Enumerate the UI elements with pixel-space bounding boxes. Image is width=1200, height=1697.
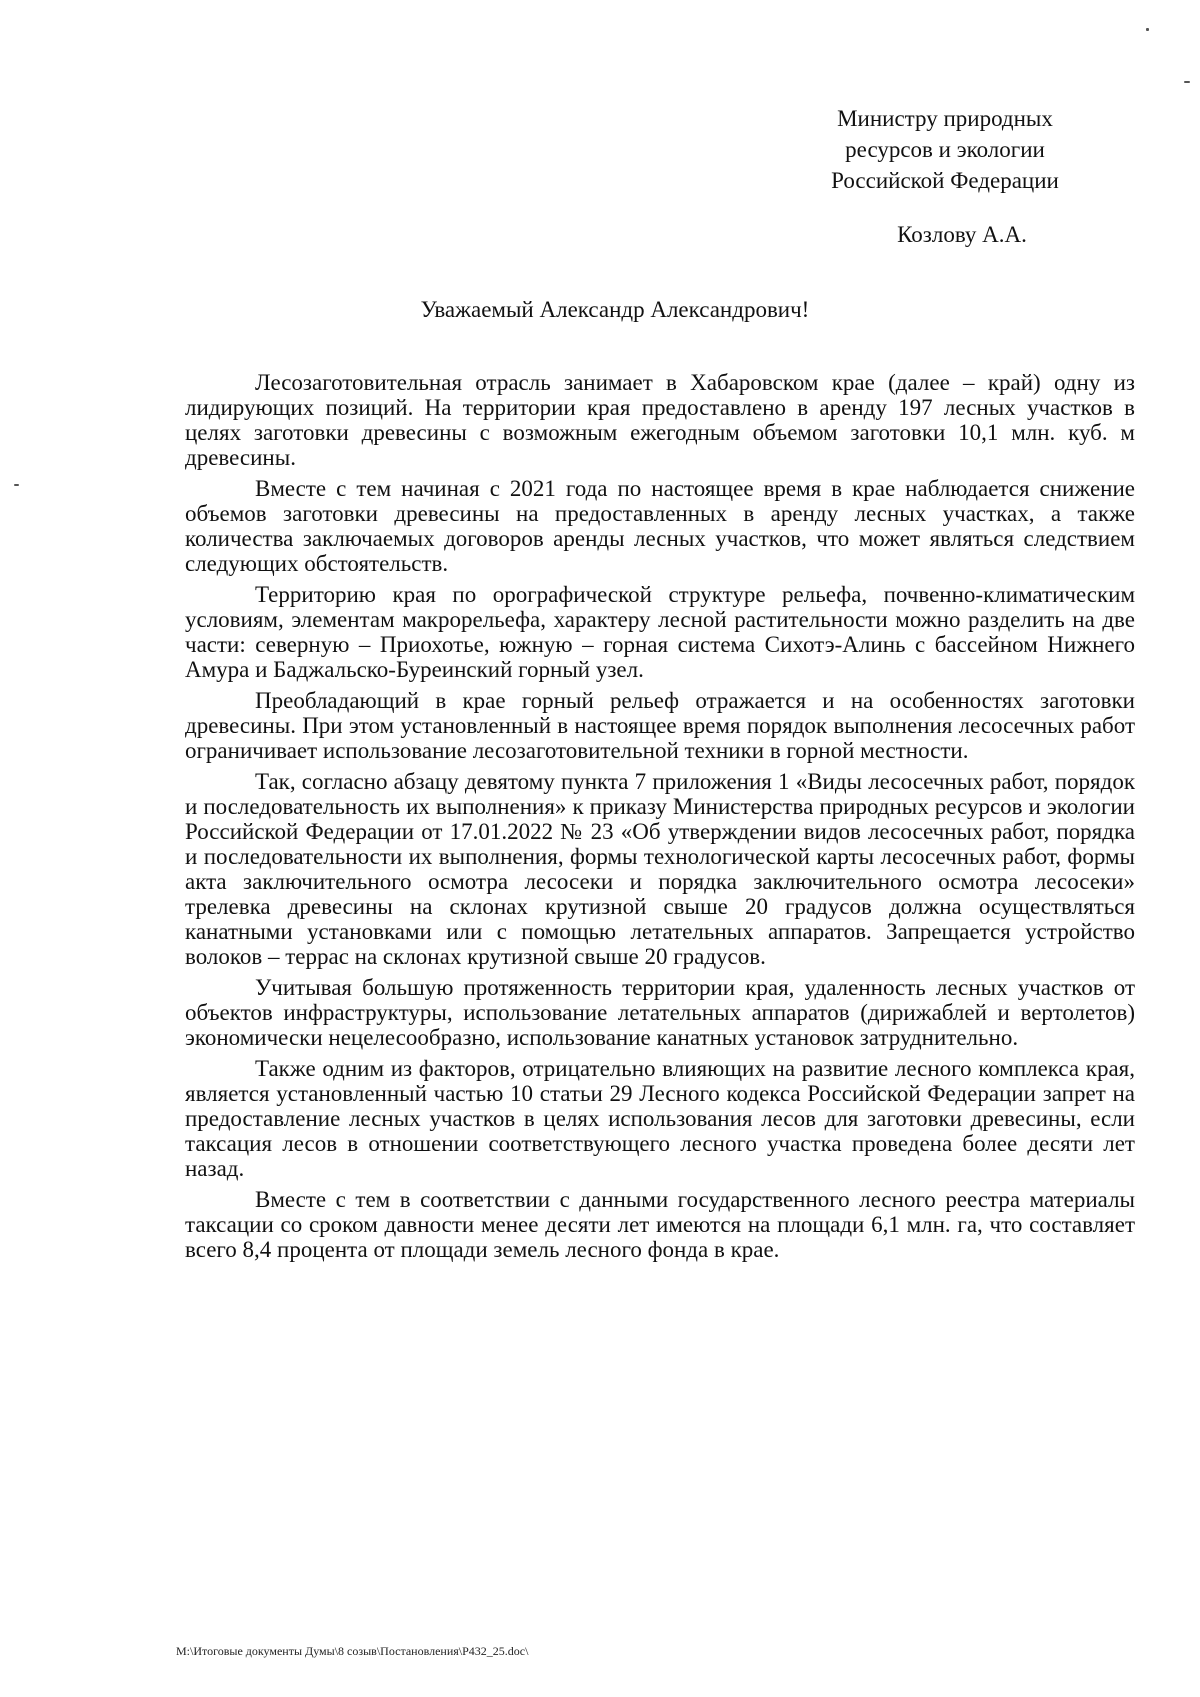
addressee-line: ресурсов и экологии: [845, 137, 1045, 162]
scan-speck: [14, 484, 19, 486]
paragraph: Территорию края по орографической структуре рельефа, почвенно-климатическим условиям, элементам макрорельефа, характеру лесной растительности можно разделить на две части: северную – Приохотье, южную – горная система Сихотэ-Алинь с бассейном Нижнего Амура и Баджальско-Буреинский горный узел.: [185, 582, 1135, 682]
paragraph: Также одним из факторов, отрицательно влияющих на развитие лесного комплекса края, является установленный частью 10 статьи 29 Лесного кодекса Российской Федерации запрет на предоставление лесных участков в целях использования лесов для заготовки древесины, если таксация лесов в отношении соответствующего лесного участка проведена более десяти лет назад.: [185, 1056, 1135, 1181]
paragraph: Вместе с тем в соответствии с данными государственного лесного реестра материалы таксации со сроком давности менее десяти лет имеются на площади 6,1 млн. га, что составляет всего 8,4 процента от площади земель лесного фонда в крае.: [185, 1187, 1135, 1262]
paragraph: Учитывая большую протяженность территории края, удаленность лесных участков от объектов инфраструктуры, использование летательных аппаратов (дирижаблей и вертолетов) экономически нецелесообразно, использование канатных установок затруднительно.: [185, 975, 1135, 1050]
footer-file-path: М:\Итоговые документы Думы\8 созыв\Постановления\Р432_25.doc\: [176, 1644, 529, 1658]
paragraph: Вместе с тем начиная с 2021 года по настоящее время в крае наблюдается снижение объемов заготовки древесины на предоставленных в аренду лесных участках, а также количества заключаемых договоров аренды лесных участков, что может являться следствием следующих обстоятельств.: [185, 476, 1135, 576]
addressee-block: [790, 103, 1100, 196]
scan-speck: [1184, 81, 1190, 83]
salutation: Уважаемый Александр Александрович!: [420, 297, 810, 322]
letter-body: [185, 370, 1135, 1268]
scan-speck: [1146, 28, 1149, 31]
addressee-line: Российской Федерации: [831, 168, 1059, 193]
paragraph: Лесозаготовительная отрасль занимает в Хабаровском крае (далее – край) одну из лидирующих позиций. На территории края предоставлено в аренду 197 лесных участков в целях заготовки древесины с возможным ежегодным объемом заготовки 10,1 млн. куб. м древесины.: [185, 370, 1135, 470]
addressee-line: Министру природных: [837, 106, 1053, 131]
paragraph: Так, согласно абзацу девятому пункта 7 приложения 1 «Виды лесосечных работ, порядок и последовательность их выполнения» к приказу Министерства природных ресурсов и экологии Российской Федерации от 17.01.2022 № 23 «Об утверждении видов лесосечных работ, порядка и последовательности их выполнения, формы технологической карты лесосечных работ, формы акта заключительного осмотра лесосеки и порядка заключительного осмотра лесосеки» трелевка древесины на склонах крутизной свыше 20 градусов должна осуществляться канатными установками или с помощью летательных аппаратов. Запрещается устройство волоков – террас на склонах крутизной свыше 20 градусов.: [185, 769, 1135, 969]
recipient-name: Козлову А.А.: [897, 222, 1027, 247]
paragraph: Преобладающий в крае горный рельеф отражается и на особенностях заготовки древесины. При этом установленный в настоящее время порядок выполнения лесосечных работ ограничивает использование лесозаготовительной техники в горной местности.: [185, 688, 1135, 763]
